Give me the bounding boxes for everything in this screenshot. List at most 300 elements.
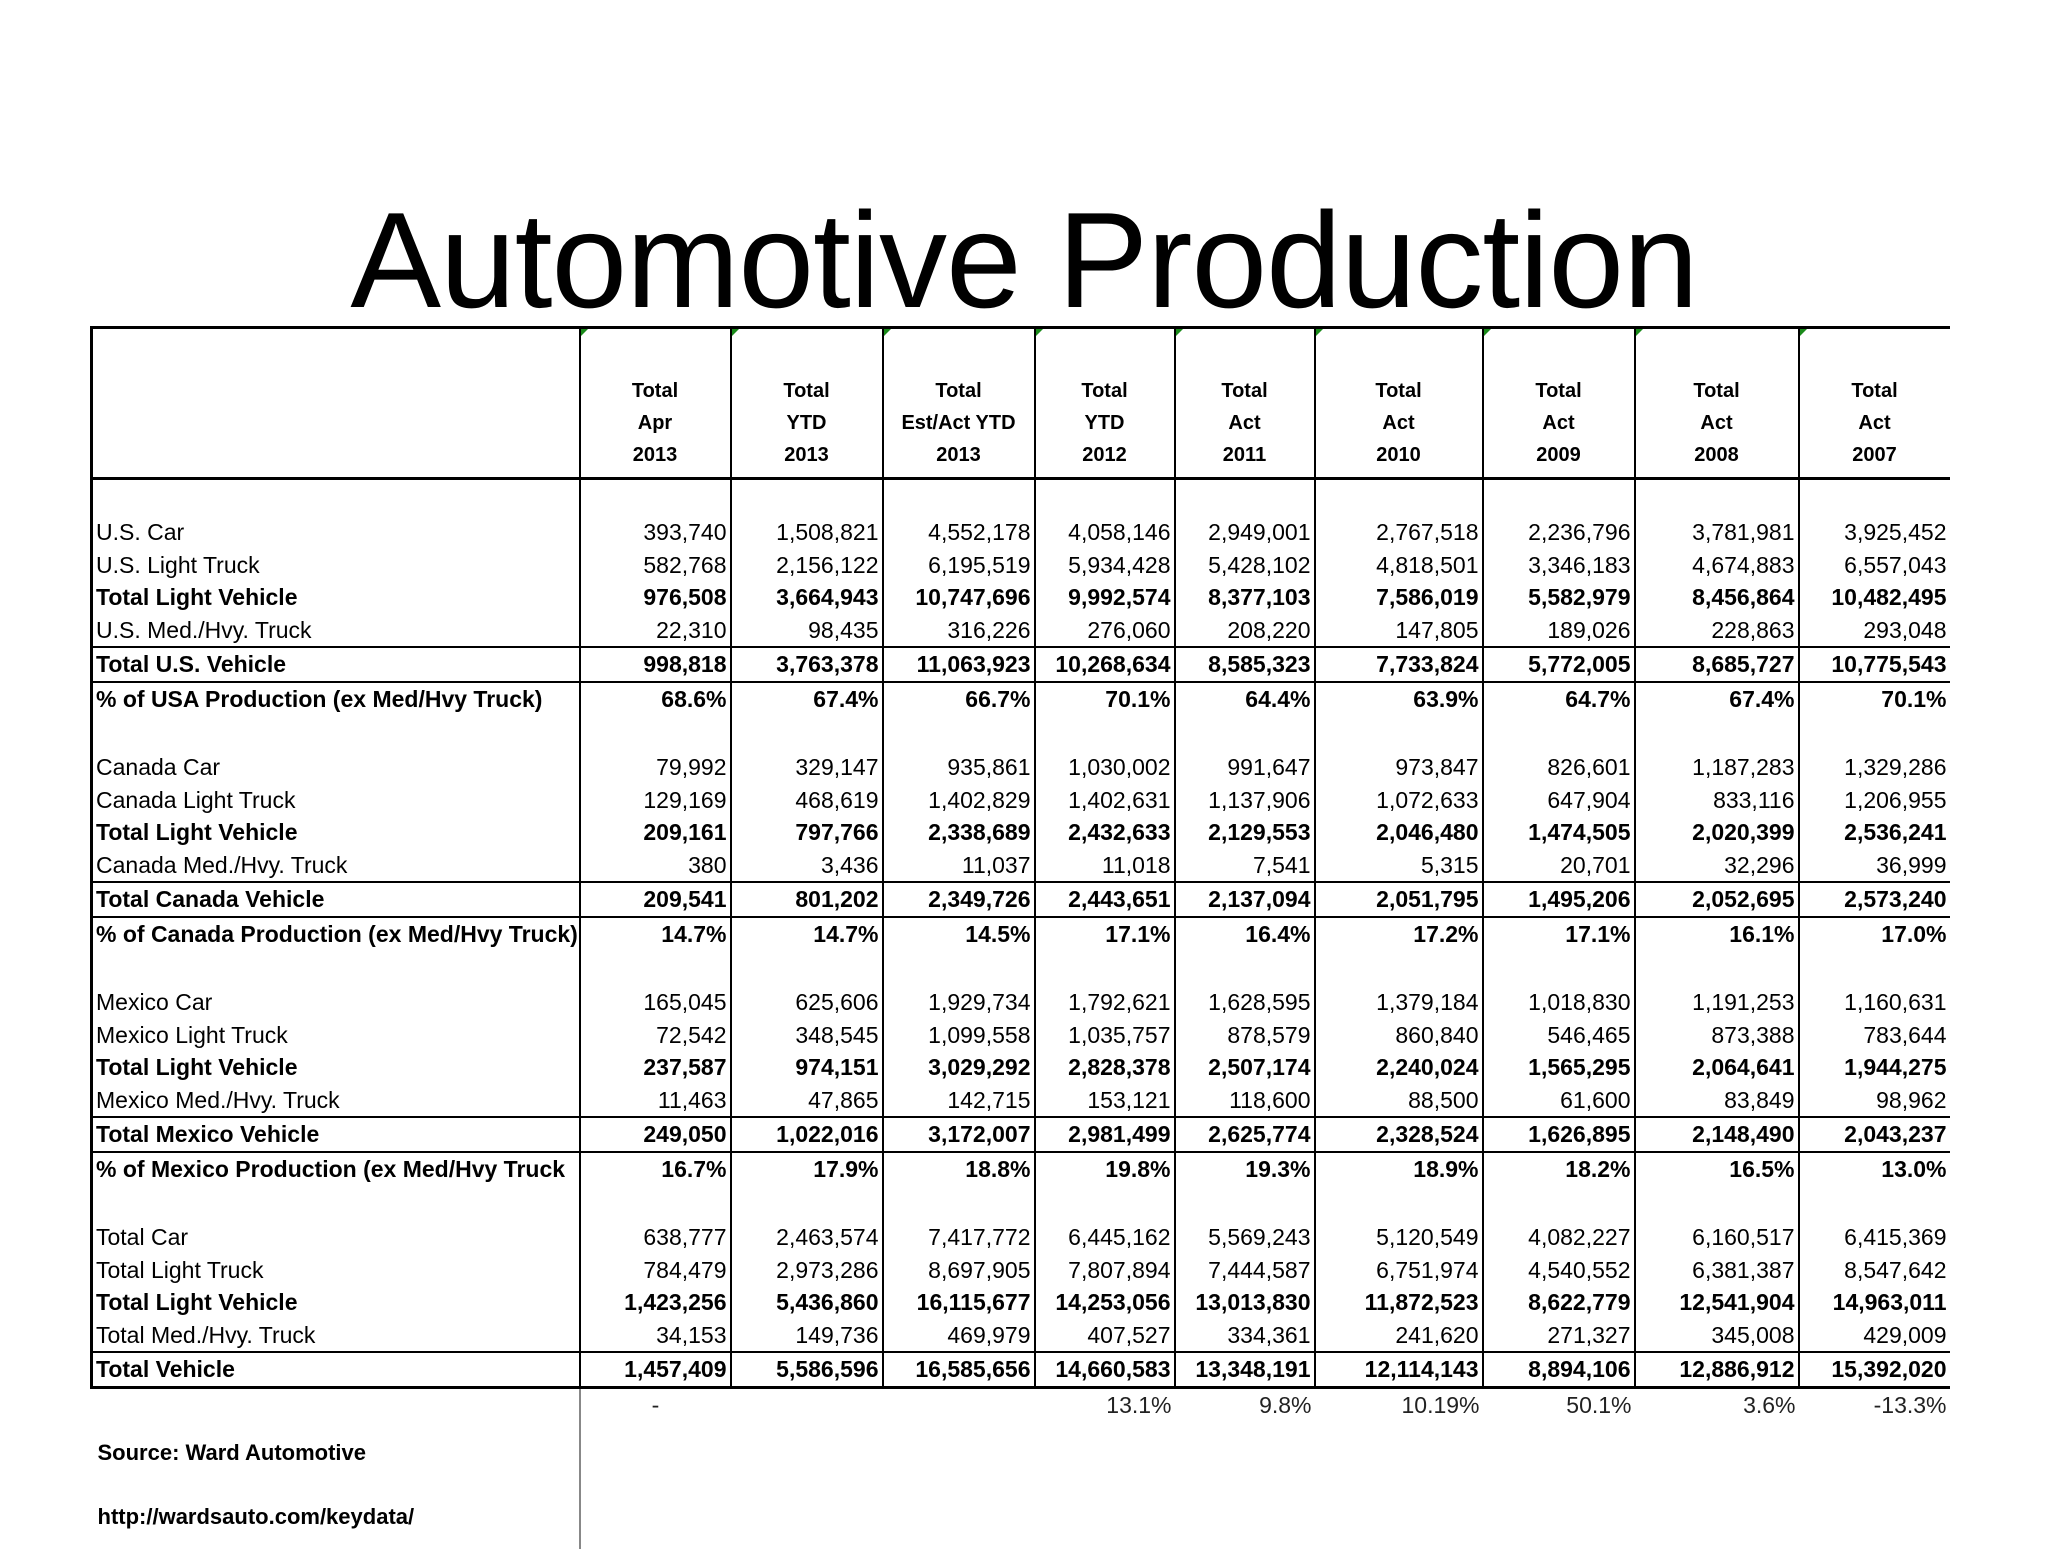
column-header-line2: Act	[1542, 412, 1575, 434]
column-header-line1: Total	[1535, 380, 1582, 402]
column-header-line1: Total	[1221, 380, 1268, 402]
table-cell: 797,766	[731, 816, 883, 849]
table-row	[92, 1019, 1950, 1052]
column-header-line2: YTD	[786, 412, 827, 434]
table-cell: 142,715	[883, 1084, 1035, 1118]
row-label: Canada Light Truck	[92, 784, 580, 817]
table-cell: 6,415,369	[1844, 1224, 1947, 1250]
table-cell: 149,736	[731, 1319, 883, 1353]
table-cell: 14,253,056	[1035, 1286, 1175, 1319]
table-cell: 64.7%	[1483, 682, 1635, 716]
table-cell: 974,151	[731, 1051, 883, 1084]
table-cell: 1,423,256	[580, 1286, 731, 1319]
table-cell: 976,508	[580, 581, 731, 614]
table-cell: 13,013,830	[1175, 1286, 1315, 1319]
table-cell: 88,500	[1315, 1084, 1483, 1118]
table-cell: 14.7%	[580, 917, 731, 951]
table-cell: 249,050	[580, 1117, 731, 1152]
row-label: % of Canada Production (ex Med/Hvy Truck)	[92, 917, 580, 951]
table-cell: 3,781,981	[1635, 516, 1799, 549]
table-cell: 1,565,295	[1483, 1051, 1635, 1084]
column-header	[731, 328, 883, 479]
table-cell: 1,160,631	[1844, 989, 1947, 1015]
table-cell: 3,346,183	[1483, 549, 1635, 582]
table-row	[92, 614, 1950, 648]
table-row	[92, 849, 1950, 883]
table-cell: 70.1%	[1035, 682, 1175, 716]
row-label: Mexico Car	[92, 986, 580, 1019]
table-cell: 2,328,524	[1315, 1117, 1483, 1152]
column-header	[1315, 328, 1483, 479]
table-cell: 4,674,883	[1635, 549, 1799, 582]
table-cell: 998,818	[580, 647, 731, 682]
table-cell: 4,818,501	[1315, 549, 1483, 582]
growth-cell: -13.3%	[1873, 1391, 1947, 1418]
table-cell: 83,849	[1635, 1084, 1799, 1118]
row-label: U.S. Light Truck	[92, 549, 580, 582]
table-cell: 17.1%	[1035, 917, 1175, 951]
column-header-line2: Act	[1700, 412, 1733, 434]
table-cell: 7,417,772	[883, 1221, 1035, 1254]
table-cell: 873,388	[1635, 1019, 1799, 1052]
row-label: Mexico Med./Hvy. Truck	[92, 1084, 580, 1118]
table-cell: 8,685,727	[1635, 647, 1799, 682]
table-cell: 2,507,174	[1175, 1051, 1315, 1084]
table-cell: 1,329,286	[1844, 754, 1947, 780]
table-cell: 12,114,143	[1315, 1352, 1483, 1387]
table-row	[92, 516, 1950, 549]
growth-cell: 13.1%	[1106, 1391, 1172, 1418]
table-cell: 5,436,860	[731, 1286, 883, 1319]
table-cell: 5,120,549	[1315, 1221, 1483, 1254]
row-label: Total Light Vehicle	[92, 581, 580, 614]
table-cell: 7,541	[1175, 849, 1315, 883]
table-cell: 9,992,574	[1035, 581, 1175, 614]
table-cell: 5,315	[1315, 849, 1483, 883]
table-cell: 61,600	[1483, 1084, 1635, 1118]
row-label: Canada Med./Hvy. Truck	[92, 849, 580, 883]
table-cell: 2,051,795	[1315, 882, 1483, 917]
source-url-row	[92, 1485, 1950, 1549]
table-cell: 5,582,979	[1483, 581, 1635, 614]
table-cell: 7,586,019	[1315, 581, 1483, 614]
table-cell: 209,161	[580, 816, 731, 849]
table-cell: 4,082,227	[1483, 1221, 1635, 1254]
growth-cell	[731, 1387, 883, 1421]
table-row	[92, 882, 1950, 917]
growth-cell: 9.8%	[1259, 1391, 1312, 1418]
table-cell: 18.9%	[1315, 1152, 1483, 1186]
table-cell: 13.0%	[1881, 1155, 1947, 1182]
row-label: Total Light Truck	[92, 1254, 580, 1287]
table-cell: 348,545	[731, 1019, 883, 1052]
table-cell: 2,536,241	[1844, 819, 1947, 845]
table-cell: 393,740	[580, 516, 731, 549]
table-cell: 10,482,495	[1831, 584, 1947, 610]
table-row	[92, 1117, 1950, 1152]
table-cell: 67.4%	[1635, 682, 1799, 716]
table-cell: 6,445,162	[1035, 1221, 1175, 1254]
table-cell: 1,457,409	[580, 1352, 731, 1387]
table-cell: 12,541,904	[1635, 1286, 1799, 1319]
table-cell: 2,573,240	[1799, 882, 1950, 917]
table-cell: 17.2%	[1315, 917, 1483, 951]
table-cell: 5,569,243	[1175, 1221, 1315, 1254]
table-cell: 18.8%	[883, 1152, 1035, 1186]
table-cell: 72,542	[580, 1019, 731, 1052]
table-cell: 153,121	[1035, 1084, 1175, 1118]
table-cell: 3,925,452	[1844, 519, 1947, 545]
table-row	[92, 1152, 1950, 1186]
table-cell: 4,552,178	[883, 516, 1035, 549]
table-cell: 6,381,387	[1635, 1254, 1799, 1287]
table-cell: 5,772,005	[1483, 647, 1635, 682]
table-cell: 2,052,695	[1635, 882, 1799, 917]
table-cell: 1,474,505	[1483, 816, 1635, 849]
table-cell: 7,733,824	[1315, 647, 1483, 682]
table-cell: 17.9%	[731, 1152, 883, 1186]
table-cell: 70.1%	[1881, 685, 1947, 712]
table-cell: 345,008	[1635, 1319, 1799, 1353]
table-cell: 8,697,905	[883, 1254, 1035, 1287]
table-cell: 3,436	[731, 849, 883, 883]
table-cell: 16.1%	[1635, 917, 1799, 951]
table-cell: 66.7%	[883, 682, 1035, 716]
table-cell: 783,644	[1863, 1021, 1947, 1048]
table-cell: 878,579	[1175, 1019, 1315, 1052]
table-cell: 801,202	[731, 882, 883, 917]
table-cell: 2,338,689	[883, 816, 1035, 849]
column-header-line1: Total	[1693, 380, 1740, 402]
table-cell: 3,029,292	[883, 1051, 1035, 1084]
row-label: U.S. Car	[92, 516, 580, 549]
table-cell: 1,137,906	[1175, 784, 1315, 817]
source-row	[92, 1421, 1950, 1485]
table-cell: 973,847	[1315, 751, 1483, 784]
row-label: Total Light Vehicle	[92, 1286, 580, 1319]
table-cell: 2,349,726	[883, 882, 1035, 917]
table-cell: 935,861	[883, 751, 1035, 784]
table-cell: 1,402,631	[1035, 784, 1175, 817]
table-cell: 2,625,774	[1175, 1117, 1315, 1152]
table-cell: 2,129,553	[1175, 816, 1315, 849]
table-cell: 271,327	[1483, 1319, 1635, 1353]
row-label: Total Light Vehicle	[92, 1051, 580, 1084]
table-cell: 98,435	[731, 614, 883, 648]
table-cell: 4,540,552	[1483, 1254, 1635, 1287]
table-cell: 2,240,024	[1315, 1051, 1483, 1084]
table-cell: 3,763,378	[731, 647, 883, 682]
table-cell: 1,099,558	[883, 1019, 1035, 1052]
table-cell: 429,009	[1863, 1321, 1947, 1348]
table-cell: 11,063,923	[883, 647, 1035, 682]
table-cell: 2,767,518	[1315, 516, 1483, 549]
table-row	[92, 581, 1950, 614]
table-cell: 5,934,428	[1035, 549, 1175, 582]
table-cell: 5,586,596	[731, 1352, 883, 1387]
column-header-line3: 2013	[632, 444, 678, 466]
row-label: Total U.S. Vehicle	[92, 647, 580, 682]
table-cell: 1,626,895	[1483, 1117, 1635, 1152]
table-cell: 316,226	[883, 614, 1035, 648]
column-header-line2: Est/Act YTD	[901, 412, 1016, 434]
column-header-line2: YTD	[1084, 412, 1125, 434]
table-cell: 2,443,651	[1035, 882, 1175, 917]
column-header	[883, 328, 1035, 479]
table-cell: 8,894,106	[1483, 1352, 1635, 1387]
table-cell: 293,048	[1863, 616, 1947, 643]
growth-row	[92, 1387, 1950, 1421]
column-header-line3: 2008	[1694, 444, 1739, 466]
table-cell: 1,030,002	[1035, 751, 1175, 784]
table-cell: 237,587	[580, 1051, 731, 1084]
table-cell: 1,022,016	[731, 1117, 883, 1152]
table-row	[92, 751, 1950, 784]
table-row	[92, 1051, 1950, 1084]
table-row	[92, 549, 1950, 582]
table-cell: 6,557,043	[1844, 551, 1947, 578]
table-cell: 2,981,499	[1035, 1117, 1175, 1152]
table-cell: 582,768	[580, 549, 731, 582]
table-cell: 8,585,323	[1175, 647, 1315, 682]
table-cell: 3,172,007	[883, 1117, 1035, 1152]
table-cell: 2,043,237	[1799, 1117, 1950, 1152]
spacer-row	[92, 479, 1950, 517]
column-header-line3: 2007	[1852, 444, 1897, 466]
table-cell: 2,828,378	[1035, 1051, 1175, 1084]
column-header-line3: 2009	[1536, 444, 1581, 466]
table-cell: 14.7%	[731, 917, 883, 951]
production-table	[90, 326, 1950, 1549]
table-cell: 228,863	[1635, 614, 1799, 648]
table-cell: 16,585,656	[883, 1352, 1035, 1387]
table-row	[92, 1319, 1950, 1353]
table-cell: 407,527	[1035, 1319, 1175, 1353]
table-cell: 826,601	[1483, 751, 1635, 784]
growth-cell: 3.6%	[1743, 1391, 1796, 1418]
table-cell: 11,463	[580, 1084, 731, 1118]
table-cell: 67.4%	[731, 682, 883, 716]
column-header	[1483, 328, 1635, 479]
row-label: Canada Car	[92, 751, 580, 784]
column-header-line3: 2011	[1222, 444, 1267, 466]
table-cell: 2,148,490	[1635, 1117, 1799, 1152]
column-header	[1799, 328, 1950, 479]
table-cell: 276,060	[1035, 614, 1175, 648]
table-cell: 19.3%	[1175, 1152, 1315, 1186]
table-cell: 14.5%	[883, 917, 1035, 951]
column-header-line2: Act	[1228, 412, 1261, 434]
table-cell: 8,456,864	[1635, 581, 1799, 614]
table-row	[92, 816, 1950, 849]
table-cell: 3,664,943	[731, 581, 883, 614]
table-cell: 11,018	[1035, 849, 1175, 883]
source-url[interactable]: http://wardsauto.com/keydata/	[97, 1503, 415, 1529]
table-cell: 19.8%	[1035, 1152, 1175, 1186]
table-cell: 647,904	[1483, 784, 1635, 817]
growth-cell	[883, 1387, 1035, 1421]
growth-cell: 50.1%	[1566, 1391, 1632, 1418]
table-cell: 8,622,779	[1483, 1286, 1635, 1319]
table-row	[92, 1254, 1950, 1287]
row-label: % of Mexico Production (ex Med/Hvy Truck	[92, 1152, 580, 1186]
table-cell: 118,600	[1175, 1084, 1315, 1118]
column-header-line3: 2010	[1376, 444, 1421, 466]
table-cell: 380	[580, 849, 731, 883]
table-cell: 20,701	[1483, 849, 1635, 883]
column-header-line3: 2013	[936, 444, 981, 466]
table-cell: 2,046,480	[1315, 816, 1483, 849]
table-cell: 1,187,283	[1635, 751, 1799, 784]
table-cell: 833,116	[1635, 784, 1799, 817]
column-header-line2: Act	[1858, 412, 1891, 434]
row-label: Total Vehicle	[92, 1352, 580, 1387]
table-cell: 10,775,543	[1799, 647, 1950, 682]
table-row	[92, 682, 1950, 716]
table-cell: 1,035,757	[1035, 1019, 1175, 1052]
table-cell: 638,777	[580, 1221, 731, 1254]
column-header-line1: Total	[935, 380, 982, 402]
table-row	[92, 917, 1950, 951]
production-table-container	[90, 326, 1948, 1529]
table-cell: 64.4%	[1175, 682, 1315, 716]
table-cell: 1,944,275	[1844, 1054, 1947, 1080]
header-corner	[92, 328, 580, 479]
row-label: Total Mexico Vehicle	[92, 1117, 580, 1152]
table-cell: 8,377,103	[1175, 581, 1315, 614]
header-row	[92, 328, 1950, 479]
table-cell: 10,747,696	[883, 581, 1035, 614]
table-cell: 22,310	[580, 614, 731, 648]
table-cell: 468,619	[731, 784, 883, 817]
table-cell: 1,628,595	[1175, 986, 1315, 1019]
slide-title: Automotive Production	[350, 184, 1698, 336]
table-cell: 16.4%	[1175, 917, 1315, 951]
table-cell: 47,865	[731, 1084, 883, 1118]
table-cell: 2,463,574	[731, 1221, 883, 1254]
column-header	[1035, 328, 1175, 479]
table-cell: 129,169	[580, 784, 731, 817]
table-cell: 68.6%	[580, 682, 731, 716]
table-cell: 14,660,583	[1035, 1352, 1175, 1387]
row-label: Total Light Vehicle	[92, 816, 580, 849]
table-cell: 11,037	[883, 849, 1035, 883]
table-cell: 16,115,677	[883, 1286, 1035, 1319]
column-header-line2: Apr	[637, 412, 673, 434]
table-cell: 7,807,894	[1035, 1254, 1175, 1287]
table-cell: 1,508,821	[731, 516, 883, 549]
spacer-row	[92, 715, 1950, 751]
table-cell: 329,147	[731, 751, 883, 784]
table-cell: 2,432,633	[1035, 816, 1175, 849]
table-cell: 2,020,399	[1635, 816, 1799, 849]
table-cell: 4,058,146	[1035, 516, 1175, 549]
table-cell: 10,268,634	[1035, 647, 1175, 682]
table-cell: 2,064,641	[1635, 1051, 1799, 1084]
column-header	[1175, 328, 1315, 479]
table-cell: 2,236,796	[1483, 516, 1635, 549]
table-cell: 2,973,286	[731, 1254, 883, 1287]
table-cell: 18.2%	[1483, 1152, 1635, 1186]
table-cell: 16.7%	[580, 1152, 731, 1186]
table-cell: 6,751,974	[1315, 1254, 1483, 1287]
table-cell: 13,348,191	[1175, 1352, 1315, 1387]
table-cell: 1,792,621	[1035, 986, 1175, 1019]
table-row	[92, 1221, 1950, 1254]
table-row	[92, 1286, 1950, 1319]
table-cell: 241,620	[1315, 1319, 1483, 1353]
table-cell: 860,840	[1315, 1019, 1483, 1052]
table-cell: 79,992	[580, 751, 731, 784]
table-row	[92, 1084, 1950, 1118]
row-label: U.S. Med./Hvy. Truck	[92, 614, 580, 648]
table-cell: 7,444,587	[1175, 1254, 1315, 1287]
source-label: Source: Ward Automotive	[97, 1439, 367, 1465]
growth-cell: 10.19%	[1401, 1391, 1480, 1418]
spacer-row	[92, 1185, 1950, 1221]
table-cell: 1,495,206	[1483, 882, 1635, 917]
column-header-line1: Total	[1851, 380, 1898, 402]
column-header-line3: 2013	[784, 444, 829, 466]
table-row	[92, 647, 1950, 682]
table-cell: 469,979	[883, 1319, 1035, 1353]
table-cell: 2,949,001	[1175, 516, 1315, 549]
table-cell: 11,872,523	[1315, 1286, 1483, 1319]
table-cell: 5,428,102	[1175, 549, 1315, 582]
table-cell: 625,606	[731, 986, 883, 1019]
table-cell: 189,026	[1483, 614, 1635, 648]
column-header	[580, 328, 731, 479]
column-header-line1: Total	[1081, 380, 1128, 402]
table-cell: 34,153	[580, 1319, 731, 1353]
table-cell: 36,999	[1876, 851, 1947, 878]
table-row	[92, 784, 1950, 817]
table-row	[92, 1352, 1950, 1387]
table-cell: 784,479	[580, 1254, 731, 1287]
table-cell: 165,045	[580, 986, 731, 1019]
table-cell: 209,541	[580, 882, 731, 917]
table-cell: 12,886,912	[1635, 1352, 1799, 1387]
table-cell: 1,206,955	[1844, 786, 1947, 813]
table-cell: 6,195,519	[883, 549, 1035, 582]
row-label: % of USA Production (ex Med/Hvy Truck)	[92, 682, 580, 716]
table-cell: 334,361	[1175, 1319, 1315, 1353]
growth-cell: -	[580, 1387, 731, 1421]
table-cell: 208,220	[1175, 614, 1315, 648]
table-cell: 1,191,253	[1635, 986, 1799, 1019]
table-cell: 1,072,633	[1315, 784, 1483, 817]
spacer-row	[92, 950, 1950, 986]
table-cell: 546,465	[1483, 1019, 1635, 1052]
table-cell: 6,160,517	[1635, 1221, 1799, 1254]
row-label: Total Med./Hvy. Truck	[92, 1319, 580, 1353]
table-cell: 14,963,011	[1832, 1289, 1947, 1315]
table-cell: 1,402,829	[883, 784, 1035, 817]
column-header-line2: Act	[1382, 412, 1415, 434]
table-cell: 63.9%	[1315, 682, 1483, 716]
table-cell: 17.1%	[1483, 917, 1635, 951]
table-cell: 1,379,184	[1315, 986, 1483, 1019]
row-label: Total Car	[92, 1221, 580, 1254]
column-header-line1: Total	[783, 380, 830, 402]
row-label: Mexico Light Truck	[92, 1019, 580, 1052]
table-cell: 2,156,122	[731, 549, 883, 582]
table-cell: 2,137,094	[1175, 882, 1315, 917]
table-cell: 98,962	[1876, 1086, 1947, 1113]
column-header-line1: Total	[1375, 380, 1422, 402]
table-cell: 32,296	[1635, 849, 1799, 883]
table-cell: 147,805	[1315, 614, 1483, 648]
